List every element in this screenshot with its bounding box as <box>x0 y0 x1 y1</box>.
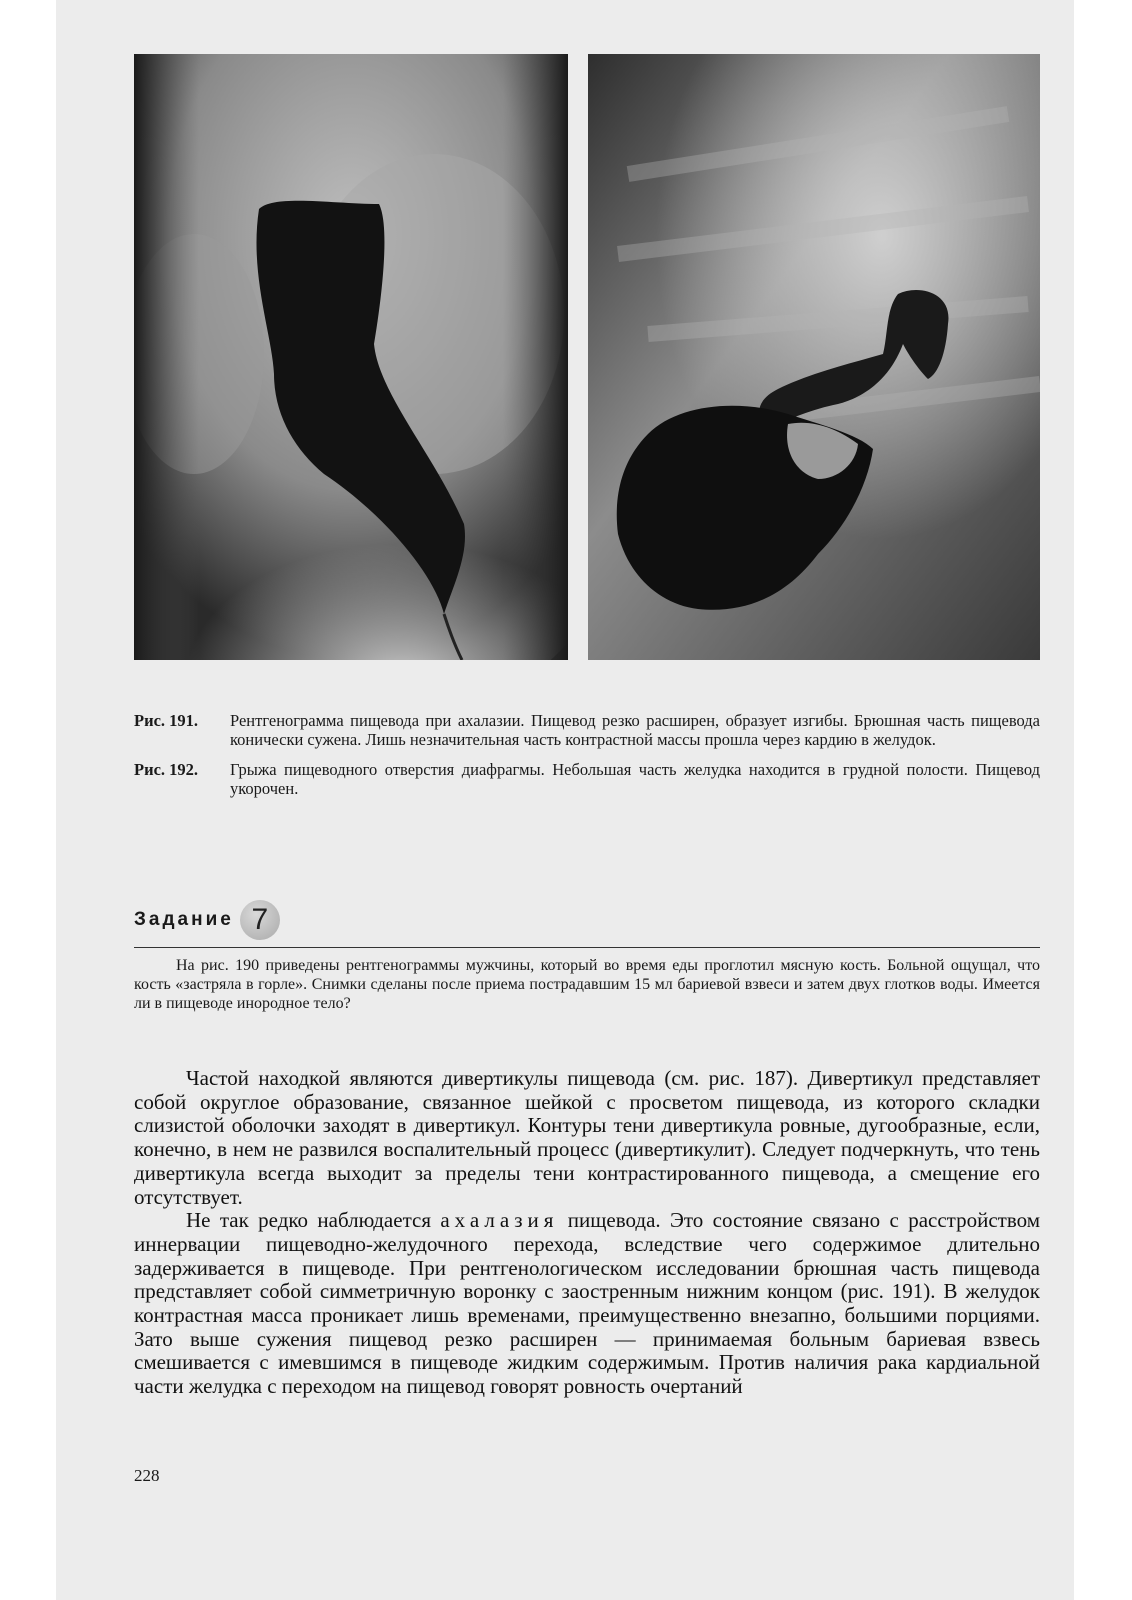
task-question: На рис. 190 приведены рентгенограммы мужчины, который во время еды проглотил мясную кость. Больной ощущал, что кость «застряла в горле». Снимки сделаны после приема пострадавшим 15 мл бариевой взвеси и затем двух глотков воды. Имеется ли в пищеводе инородное тело? <box>134 957 1040 1012</box>
paragraph-text: Не так редко наблюдается <box>186 1208 431 1233</box>
caption-label: Рис. 191. <box>134 711 199 730</box>
caption-label: Рис. 192. <box>134 760 199 779</box>
body-text <box>134 1067 1040 1399</box>
page-number: 228 <box>134 1466 160 1485</box>
figure-captions <box>134 711 1040 809</box>
caption-fig-192 <box>134 760 1040 798</box>
paragraph-achalasia <box>134 1209 1040 1399</box>
paragraph-diverticula: Частой находкой являются дивертикулы пищевода (см. рис. 187). Дивертикул представляет собой округлое образование, связанное шейкой с просветом пищевода, из которого складки слизистой оболочки заходят в дивертикул. Контуры тени дивертикула ровные, дугообразные, если, конечно, в нем не развился воспалительный процесс (дивертикулит). Следует подчеркнуть, что тень дивертикула всегда выходит за пределы тени контрастированного пищевода, а смещение его отсутствует. <box>134 1066 1040 1209</box>
emphasized-term: ахалазия <box>440 1208 559 1233</box>
caption-fig-191 <box>134 711 1040 749</box>
task-number-badge: 7 <box>240 900 280 940</box>
caption-text: Грыжа пищеводного отверстия диафрагмы. Небольшая часть желудка находится в грудной полости. Пищевод укорочен. <box>230 760 1040 798</box>
caption-text: Рентгенограмма пищевода при ахалазии. Пищевод резко расширен, образует изгибы. Брюшная часть пищевода конически сужена. Лишь незначительная часть контрастной массы прошла через кардию в желудок. <box>230 711 1040 749</box>
task-heading-label: Задание <box>134 909 234 930</box>
paragraph-text: пищевода. Это состояние связано с расстройством иннервации пищеводно-желудочного перехода, вследствие чего содержимое длительно задерживается в пищеводе. При рентгенологическом исследовании брюшная часть пищевода представляет собой симметричную воронку с заостренным нижним концом (рис. 191). В желудок контрастная масса проникает лишь временами, преимущественно внезапно, большими порциями. Зато выше сужения пищевод резко расширен — принимаемая больным бариевая взвесь смешивается с имевшимся в пищеводе жидким содержимым. Против наличия рака кардиальной части желудка с переходом на пищевод говорят ровность очертаний <box>134 1208 1040 1399</box>
task-heading <box>134 900 280 940</box>
xray-image-fig-191 <box>134 54 568 660</box>
xray-image-fig-192 <box>588 54 1040 660</box>
book-page <box>56 0 1074 1600</box>
task-divider <box>134 947 1040 948</box>
